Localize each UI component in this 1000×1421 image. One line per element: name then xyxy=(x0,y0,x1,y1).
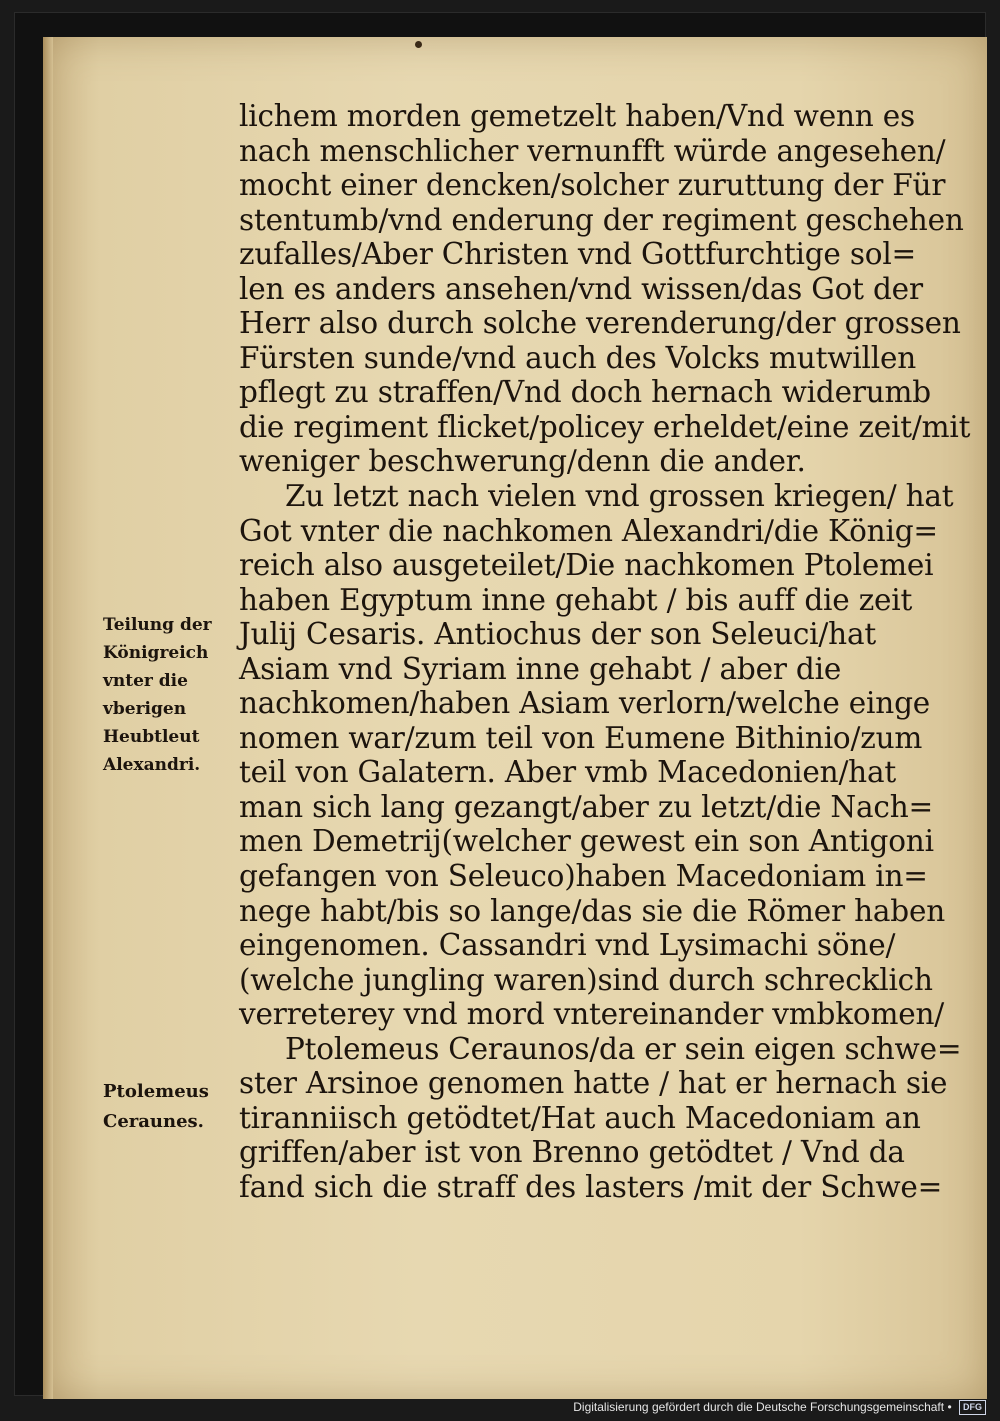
text-line: teil von Galatern. Aber vmb Macedonien/hat xyxy=(239,755,897,790)
text-line: man sich lang gezangt/aber zu letzt/die Nach= xyxy=(239,789,934,824)
marginal-note-ptolemeus xyxy=(103,1077,209,1137)
text-line: len es anders ansehen/vnd wissen/das Got der xyxy=(239,271,923,306)
marginal-note-teilung xyxy=(103,611,212,779)
text-line: verreterey vnd mord vntereinander vmbkomen/ xyxy=(239,997,945,1032)
text-line: weniger beschwerung/denn die ander. xyxy=(239,444,806,479)
scan-frame xyxy=(14,12,986,1396)
book-page xyxy=(43,37,987,1399)
text-line: griffen/aber ist von Brenno getödtet / Vnd da xyxy=(239,1135,905,1170)
text-line: pflegt zu straffen/Vnd doch hernach widerumb xyxy=(239,375,931,410)
text-line: gefangen von Seleuco)haben Macedoniam in= xyxy=(239,859,928,894)
marginal-line: vberigen xyxy=(103,699,187,719)
marginal-line: Teilung der xyxy=(103,615,212,635)
text-line: mocht einer dencken/solcher zuruttung der Für xyxy=(239,168,946,203)
text-line: nach menschlicher vernunfft würde angesehen/ xyxy=(239,133,946,168)
text-line: Julij Cesaris. Antiochus der son Seleuci/hat xyxy=(239,617,876,652)
main-text-block xyxy=(239,99,971,1205)
text-line: (welche jungling waren)sind durch schrecklich xyxy=(239,962,933,997)
text-line: nomen war/zum teil von Eumene Bithinio/zum xyxy=(239,720,923,755)
text-line: nachkomen/haben Asiam verlorn/welche einge xyxy=(239,686,931,721)
marginal-line: vnter die xyxy=(103,671,188,691)
text-line: reich also ausgeteilet/Die nachkomen Ptolemei xyxy=(239,548,934,583)
marginal-line: Königreich xyxy=(103,643,209,663)
paragraph-start-line: Ptolemeus Ceraunos/da er sein eigen schwe= xyxy=(285,1031,962,1066)
text-line: men Demetrij(welcher gewest ein son Antigoni xyxy=(239,824,934,859)
credit-text: Digitalisierung gefördert durch die Deutsche Forschungsgemeinschaft xyxy=(573,1400,945,1414)
text-line: eingenomen. Cassandri vnd Lysimachi söne/ xyxy=(239,928,896,963)
marginal-line: Heubtleut xyxy=(103,727,200,747)
text-line: Herr also durch solche verenderung/der grossen xyxy=(239,306,961,341)
text-line: Asiam vnd Syriam inne gehabt / aber die xyxy=(239,651,842,686)
paragraph-start-line: Zu letzt nach vielen vnd grossen kriegen/ hat xyxy=(285,479,954,514)
page-gutter-edge xyxy=(43,37,53,1399)
marginal-line: Alexandri. xyxy=(103,755,201,775)
text-line: fand sich die straff des lasters /mit der Schwe= xyxy=(239,1169,943,1204)
marginal-line: Ptolemeus xyxy=(103,1081,209,1102)
text-line: haben Egyptum inne gehabt / bis auff die zeit xyxy=(239,582,913,617)
digitization-credit xyxy=(573,1397,986,1417)
text-line: nege habt/bis so lange/das sie die Römer haben xyxy=(239,893,946,928)
text-line: Got vnter die nachkomen Alexandri/die König= xyxy=(239,513,938,548)
credit-separator: • xyxy=(947,1400,952,1414)
binding-dot xyxy=(415,41,422,48)
text-line: zufalles/Aber Christen vnd Gottfurchtige sol= xyxy=(239,237,917,272)
text-line: ster Arsinoe genomen hatte / hat er hernach sie xyxy=(239,1066,948,1101)
dfg-logo: DFG xyxy=(959,1400,986,1415)
text-line: stentumb/vnd enderung der regiment geschehen xyxy=(239,202,964,237)
text-line: Fürsten sunde/vnd auch des Volcks mutwillen xyxy=(239,340,917,375)
text-line: die regiment flicket/policey erheldet/eine zeit/mit xyxy=(239,409,971,444)
text-line: lichem morden gemetzelt haben/Vnd wenn es xyxy=(239,99,915,133)
marginal-line: Ceraunes. xyxy=(103,1111,204,1132)
text-line: tiranniisch getödtet/Hat auch Macedoniam an xyxy=(239,1100,921,1135)
